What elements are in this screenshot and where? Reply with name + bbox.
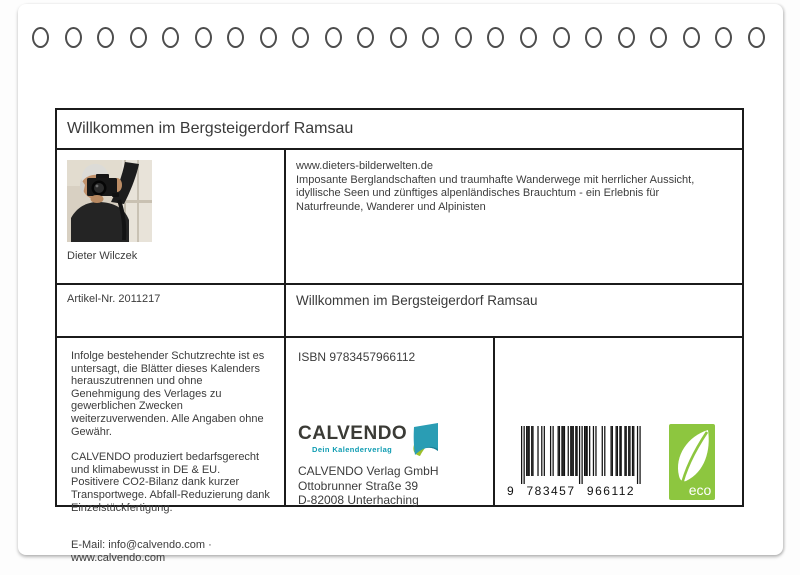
calvendo-flag-icon — [412, 422, 439, 457]
publisher-name: CALVENDO Verlag GmbH — [298, 464, 439, 478]
binding-hole — [553, 27, 570, 48]
binding-hole — [748, 27, 765, 48]
contact-email: E-Mail: info@calvendo.com · — [71, 539, 212, 552]
calvendo-logo-wordmark: CALVENDO — [298, 423, 408, 444]
binding-hole — [585, 27, 602, 48]
binding-hole — [618, 27, 635, 48]
binding-hole — [292, 27, 309, 48]
article-number-cell — [57, 285, 286, 336]
article-row — [57, 285, 742, 338]
info-box — [55, 108, 744, 564]
article-number: Artikel-Nr. 2011217 — [67, 293, 161, 305]
binding-hole — [650, 27, 667, 48]
binding-hole — [260, 27, 277, 48]
binding-hole — [487, 27, 504, 48]
legal-production-text: CALVENDO produziert bedarfsgerecht und klimabewusst in DE & EU. Positivere CO2-Bilanz dank kurzer Transportwege. Abfall-Reduzierung dank Einzelstückfertigung. — [71, 451, 270, 514]
binding-hole — [65, 27, 82, 48]
binding-hole — [357, 27, 374, 48]
author-description-row — [57, 150, 742, 285]
binding-hole — [422, 27, 439, 48]
publisher-city: D-82008 Unterhaching — [298, 493, 419, 507]
page-title: Willkommen im Bergsteigerdorf Ramsau — [67, 120, 354, 137]
publisher-cell — [286, 338, 495, 505]
barcode-bars — [507, 426, 643, 484]
calvendo-logo-tagline: Dein Kalenderverlag — [312, 445, 393, 454]
binding-hole — [227, 27, 244, 48]
barcode-digits: 9 783457 966112 — [507, 484, 636, 498]
calendar-back-page — [18, 4, 783, 564]
author-name: Dieter Wilczek — [67, 250, 138, 262]
binding-hole — [683, 27, 700, 48]
author-cell — [57, 150, 286, 283]
binding-hole — [715, 27, 732, 48]
publisher-street: Ottobrunner Straße 39 — [298, 478, 419, 493]
author-photo — [67, 160, 152, 242]
publisher-row — [57, 338, 742, 564]
ean13-barcode — [507, 426, 643, 497]
calendar-title-cell — [286, 285, 742, 336]
eco-label-text: eco — [688, 482, 712, 498]
binding-hole — [520, 27, 537, 48]
legal-copyright-text: Infolge bestehender Schutzrechte ist es untersagt, die Blätter dieses Kalenders herauszutrennen und ohne Genehmigung des Verlages zu gewerblichen Zwecken weiterzuverwenden. Alle Angaben ohne Gewähr. — [71, 350, 265, 438]
binding-hole — [97, 27, 114, 48]
description-text: Imposante Berglandschaften und traumhafte Wanderwege mit herrlicher Aussicht, idyllische Seen und zünftiges alpenländisches Brauchtum - ein Erlebnis für Naturfreunde, Wanderer und Alpinisten — [296, 173, 695, 213]
binding-hole — [162, 27, 179, 48]
title-row — [57, 110, 742, 150]
eco-label — [669, 424, 715, 500]
binding-hole — [130, 27, 147, 48]
isbn-number: ISBN 9783457966112 — [298, 350, 416, 364]
contact-website: www.calvendo.com — [71, 551, 166, 564]
description-cell — [286, 150, 742, 283]
binding-hole — [455, 27, 472, 48]
calvendo-logo — [298, 424, 439, 457]
legal-cell — [57, 338, 286, 564]
binding-hole — [32, 27, 49, 48]
spiral-binding-holes — [32, 27, 765, 48]
barcode-cell — [495, 338, 742, 505]
calendar-title: Willkommen im Bergsteigerdorf Ramsau — [296, 293, 538, 308]
binding-hole — [195, 27, 212, 48]
author-website: www.dieters-bilderwelten.de — [296, 160, 433, 172]
binding-hole — [325, 27, 342, 48]
binding-hole — [390, 27, 407, 48]
